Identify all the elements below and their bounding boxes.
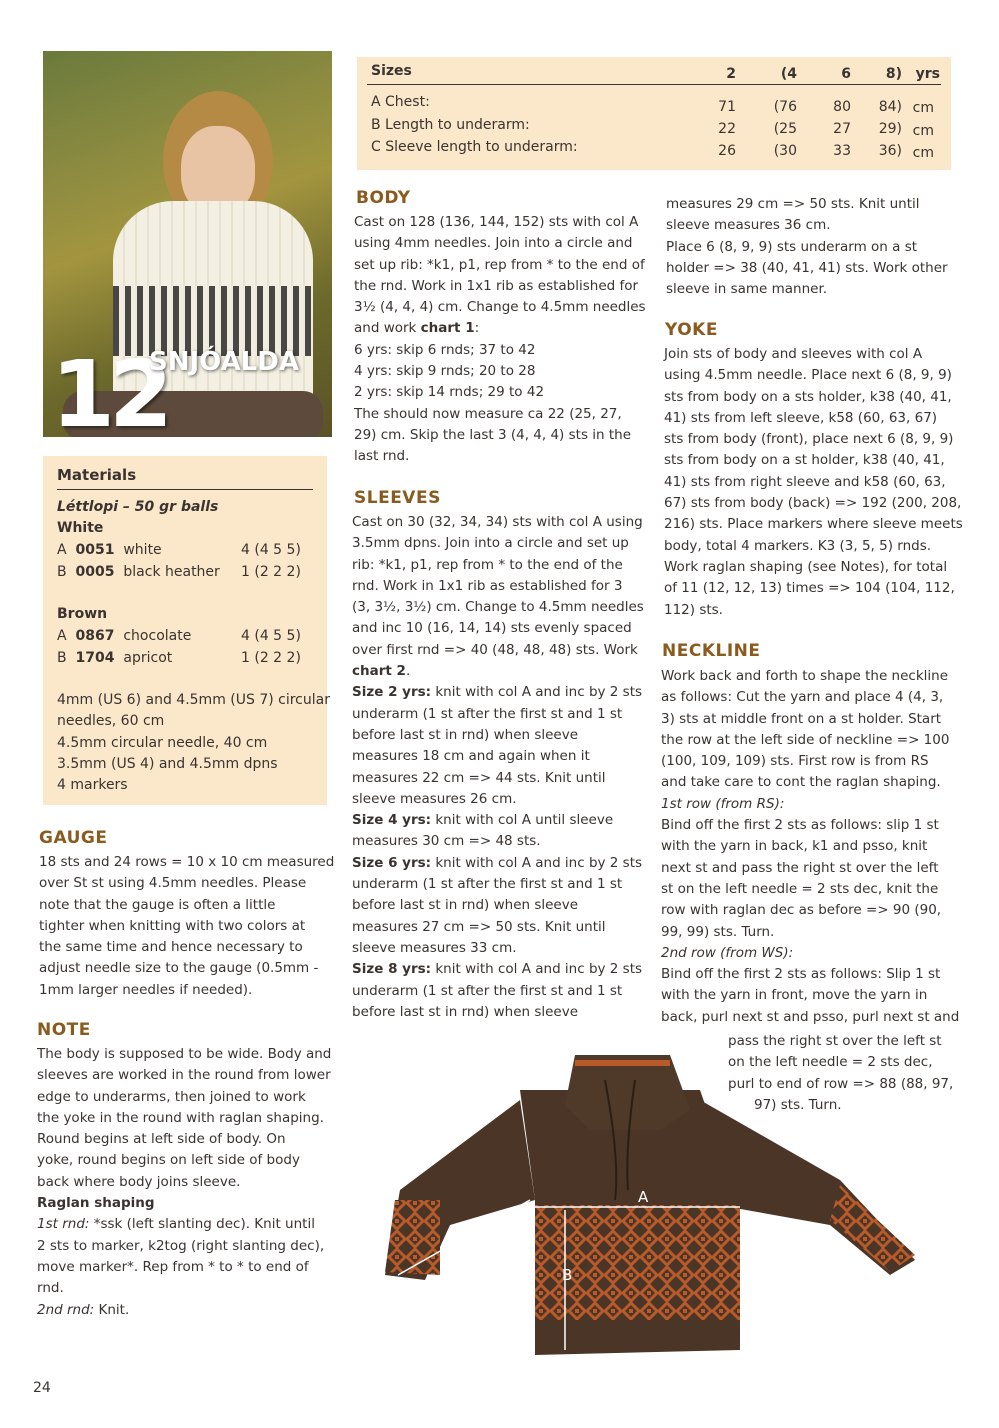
pattern-number: 12 xyxy=(51,341,168,437)
body-text: Cast on 128 (136, 144, 152) sts with col A using 4mm needles. Join into a circle and set up rib: *k1, p1, rep from * to the end of the rnd. Work in 1x1 rib as established for 3½ (4, 4, 4) cm. Change to 4.5mm needles and work chart 1: 6 yrs: skip 6 rnds; 37 to 42 4 yrs: skip 9 rnds; 20 to 28 2 yrs: skip 14 rnds; 29 to 42 The should now measure ca 22 (25, 27, 29) cm. Skip the last 3 (4, 4, 4) sts in the last rnd. xyxy=(354,214,646,465)
material-row: A 0051 white xyxy=(57,542,162,558)
size-unit: yrs xyxy=(915,66,940,82)
raglan-heading: Raglan shaping xyxy=(37,1195,155,1212)
sizes-header-label: Sizes xyxy=(371,63,412,79)
size-cell: 29) xyxy=(878,121,902,137)
size-col: (4 xyxy=(780,66,797,82)
size-cell: 27 xyxy=(833,121,851,137)
material-qty: 1 (2 2 2) xyxy=(241,650,301,666)
sizes-table xyxy=(357,57,951,170)
size-cell: 22 xyxy=(718,121,736,137)
note-heading: NOTE xyxy=(37,1020,91,1040)
sleeves-text: Cast on 30 (32, 34, 34) sts with col A using 3.5mm dpns. Join into a circle and set up rib: *k1, p1, rep from * to the end of the rnd. Work in 1x1 rib as established for 3 (3, 3½, 3½) cm. Change to 4.5mm needles and inc 10 (16, 14, 14) sts evenly spaced over first rnd => 40 (48, 48, 48) sts. Work chart 2. Size 2 yrs: knit with col A and inc by 2 sts underarm (1 st after the first st and 1 st before last st in rnd) when sleeve measures 18 cm and again when it measures 22 cm => 44 sts. Knit until sleeve measures 26 cm. Size 4 yrs: knit with col A until sleeve measures 30 cm => 48 sts. Size 6 yrs: knit with col A and inc by 2 sts underarm (1 st after the first st and 1 st before last st in rnd) when sleeve measures 27 cm => 50 sts. Knit until sleeve measures 33 cm. Size 8 yrs: knit with col A and inc by 2 sts underarm (1 st after the first st and 1 st before last st in rnd) when sleeve xyxy=(352,514,644,1020)
sweater-diagram xyxy=(370,1050,930,1370)
material-row: B 1704 apricot xyxy=(57,650,173,666)
left-cuff-pattern xyxy=(385,1200,440,1275)
group-white: White xyxy=(57,520,104,536)
body-heading: BODY xyxy=(356,188,411,208)
size-cell: (25 xyxy=(773,121,797,137)
neckline-heading: NECKLINE xyxy=(662,641,761,661)
size-col: 6 xyxy=(841,66,851,82)
gauge-text: 18 sts and 24 rows = 10 x 10 cm measured over St st using 4.5mm needles. Please note that the gauge is often a little tighter when knitting with two colors at the same time and hence necessary to adjust needle size to the gauge (0.5mm - 1mm larger needles if needed). xyxy=(39,854,335,998)
materials-box xyxy=(43,456,330,805)
tool-line: 4 markers xyxy=(57,777,128,793)
tool-line: 3.5mm (US 4) and 4.5mm dpns xyxy=(57,756,278,772)
material-qty: 4 (4 5 5) xyxy=(241,628,301,644)
size-col: 2 xyxy=(726,66,736,82)
size-unit: cm xyxy=(912,123,934,139)
materials-rule xyxy=(57,489,313,490)
material-qty: 1 (2 2 2) xyxy=(241,564,301,580)
sleeves-heading: SLEEVES xyxy=(354,488,441,508)
neckline-text: Work back and forth to shape the neckline as follows: Cut the yarn and place 4 (4, 3, 3) sts at middle front on a st holder. Start the row at the left side of neckline => 100 (100, 109, 109) sts. First row is from RS and take care to cont the raglan shaping. 1st row (from RS): Bind off the first 2 sts as follows: slip 1 st with the yarn in back, k1 and psso, knit next st and pass the right st over the left st on the left needle = 2 sts dec, knit the row with raglan dec as before => 90 (90, 99, 99) sts. Turn. 2nd row (from WS): Bind off the first 2 sts as follows: Slip 1 st with the yarn in front, move the yarn in back, purl next st and psso, purl next st and xyxy=(661,668,960,1025)
size-row-label: C Sleeve length to underarm: xyxy=(371,139,578,155)
size-cell: 84) xyxy=(878,99,902,115)
yarn-type: Léttlopi – 50 gr balls xyxy=(57,499,219,515)
size-row-label: A Chest: xyxy=(371,94,430,110)
size-cell: 36) xyxy=(878,143,902,159)
material-row: B 0005 black heather xyxy=(57,564,220,580)
tool-line: 4mm (US 6) and 4.5mm (US 7) circular xyxy=(57,692,330,708)
size-col: 8) xyxy=(885,66,902,82)
sleeves-continued-text: measures 29 cm => 50 sts. Knit until sleeve measures 36 cm. Place 6 (8, 9, 9) sts underarm on a st holder => 38 (40, 41, 41) sts. Work other sleeve in same manner. xyxy=(666,196,948,298)
neckline-wrap-text: pass the right st over the left st on the left needle = 2 sts dec, purl to end of row => 88 (88, 97, 97) sts. Turn. xyxy=(728,1033,954,1113)
group-brown: Brown xyxy=(57,606,108,622)
material-qty: 4 (4 5 5) xyxy=(241,542,301,558)
yoke-text: Join sts of body and sleeves with col A using 4.5mm needle. Place next 6 (8, 9, 9) sts from body on a sts holder, k38 (40, 41, 41) sts from left sleeve, k58 (60, 63, 67) sts from body (front), place next 6 (8, 9, 9) sts from body on a st holder, k38 (40, 41, 41) sts from right sleeve and k58 (60, 63, 67) sts from body (back) => 192 (200, 208, 216) sts. Place markers where sleeve meets body, total 4 markers. K3 (3, 5, 5) rnds. Work raglan shaping (see Notes), for total of 11 (12, 12, 13) times => 104 (104, 112, 112) sts. xyxy=(664,346,963,618)
material-row: A 0867 chocolate xyxy=(57,628,192,644)
size-cell: 71 xyxy=(718,99,736,115)
label-b: B xyxy=(562,1266,573,1284)
label-a: A xyxy=(638,1188,649,1206)
size-unit: cm xyxy=(912,100,934,116)
sizes-rule xyxy=(367,84,941,85)
page-number: 24 xyxy=(33,1380,51,1396)
collar-band xyxy=(575,1060,670,1066)
size-cell: 26 xyxy=(718,143,736,159)
pattern-title: SNJÓALDA xyxy=(149,347,299,377)
tool-line: 4.5mm circular needle, 40 cm xyxy=(57,735,268,751)
label-c: C xyxy=(450,1224,461,1242)
cover-photo xyxy=(43,51,332,437)
size-row-label: B Length to underarm: xyxy=(371,117,530,133)
note-text: The body is supposed to be wide. Body and sleeves are worked in the round from lower edge to underarms, then joined to work the yoke in the round with raglan shaping. Round begins at left side of body. On yoke, round begins on left side of body back where body joins sleeve. Raglan shaping 1st rnd: *ssk (left slanting dec). Knit until 2 sts to marker, k2tog (right slanting dec), move marker*. Rep from * to * to end of rnd. 2nd rnd: Knit. xyxy=(37,1046,332,1318)
materials-heading: Materials xyxy=(57,466,137,484)
collar xyxy=(565,1055,690,1130)
size-cell: (76 xyxy=(773,99,797,115)
yoke-heading: YOKE xyxy=(665,320,718,340)
size-cell: (30 xyxy=(773,143,797,159)
size-unit: cm xyxy=(912,145,934,161)
size-cell: 80 xyxy=(833,99,851,115)
tool-line: needles, 60 cm xyxy=(57,713,165,729)
gauge-heading: GAUGE xyxy=(39,828,108,848)
size-cell: 33 xyxy=(833,143,851,159)
